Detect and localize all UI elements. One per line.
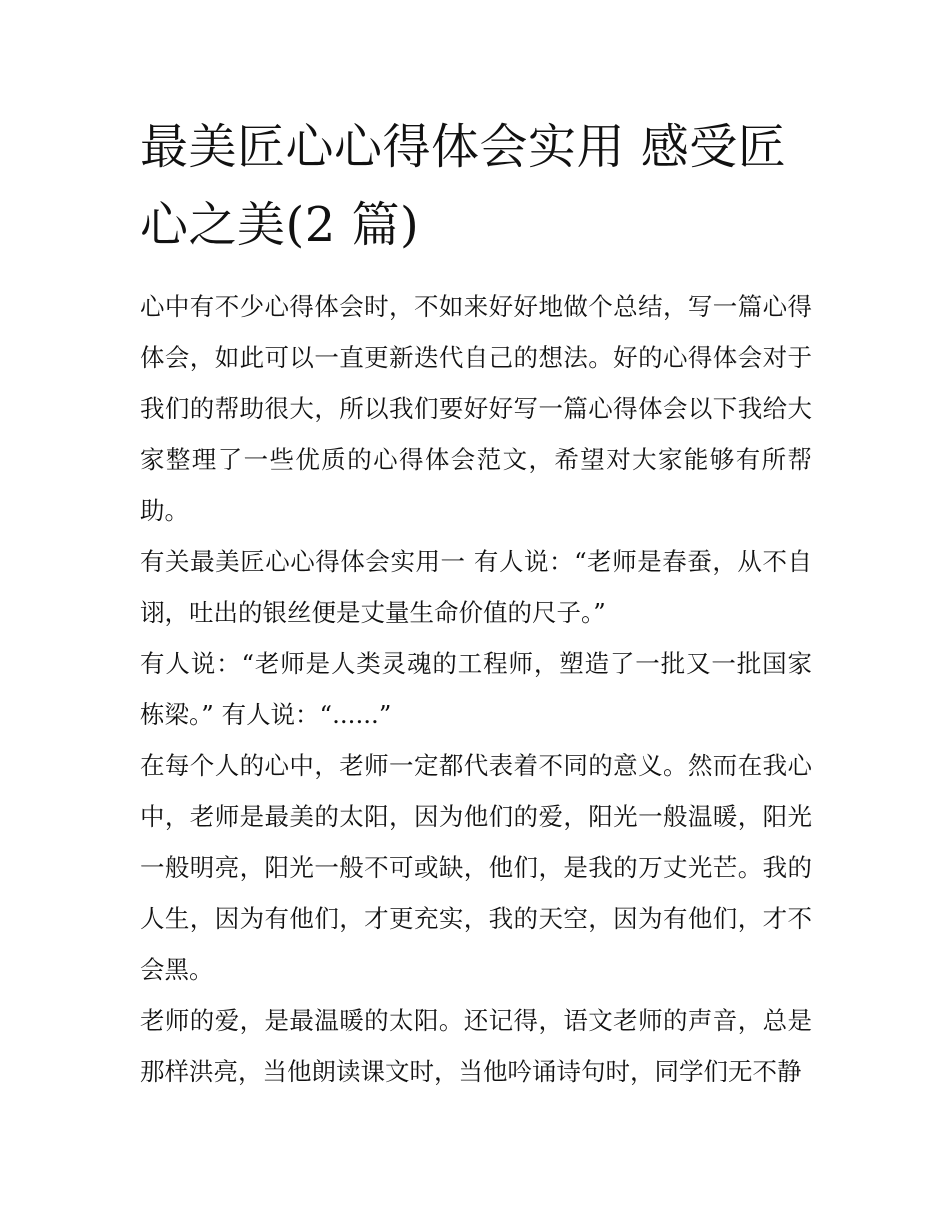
paragraph: 心中有不少心得体会时，不如来好好地做个总结，写一篇心得体会，如此可以一直更新迭代自己的想法。好的心得体会对于我们的帮助很大，所以我们要好好写一篇心得体会以下我给大家整理了一些优质的心得体会范文，希望对大家能够有所帮助。: [140, 292, 812, 525]
document-body: [140, 281, 812, 1097]
paragraph: 有关最美匠心心得体会实用一 有人说：“老师是春蚕，从不自诩，吐出的银丝便是丈量生命价值的尺子。”: [140, 547, 812, 627]
paragraph: 老师的爱，是最温暖的太阳。还记得，语文老师的声音，总是那样洪亮，当他朗读课文时，当他吟诵诗句时，同学们无不静: [140, 1006, 812, 1086]
paragraph: 在每个人的心中，老师一定都代表着不同的意义。然而在我心中，老师是最美的太阳，因为他们的爱，阳光一般温暖，阳光一般明亮，阳光一般不可或缺，他们，是我的万丈光芒。我的人生，因为有他们，才更充实，我的天空，因为有他们，才不会黑。: [140, 751, 812, 984]
document-title: 最美匠心心得体会实用 感受匠心之美(2 篇): [140, 119, 787, 253]
paragraph: 有人说：“老师是人类灵魂的工程师，塑造了一批又一批国家栋梁。” 有人说：“......”: [140, 649, 812, 729]
document-page: [140, 108, 812, 1097]
